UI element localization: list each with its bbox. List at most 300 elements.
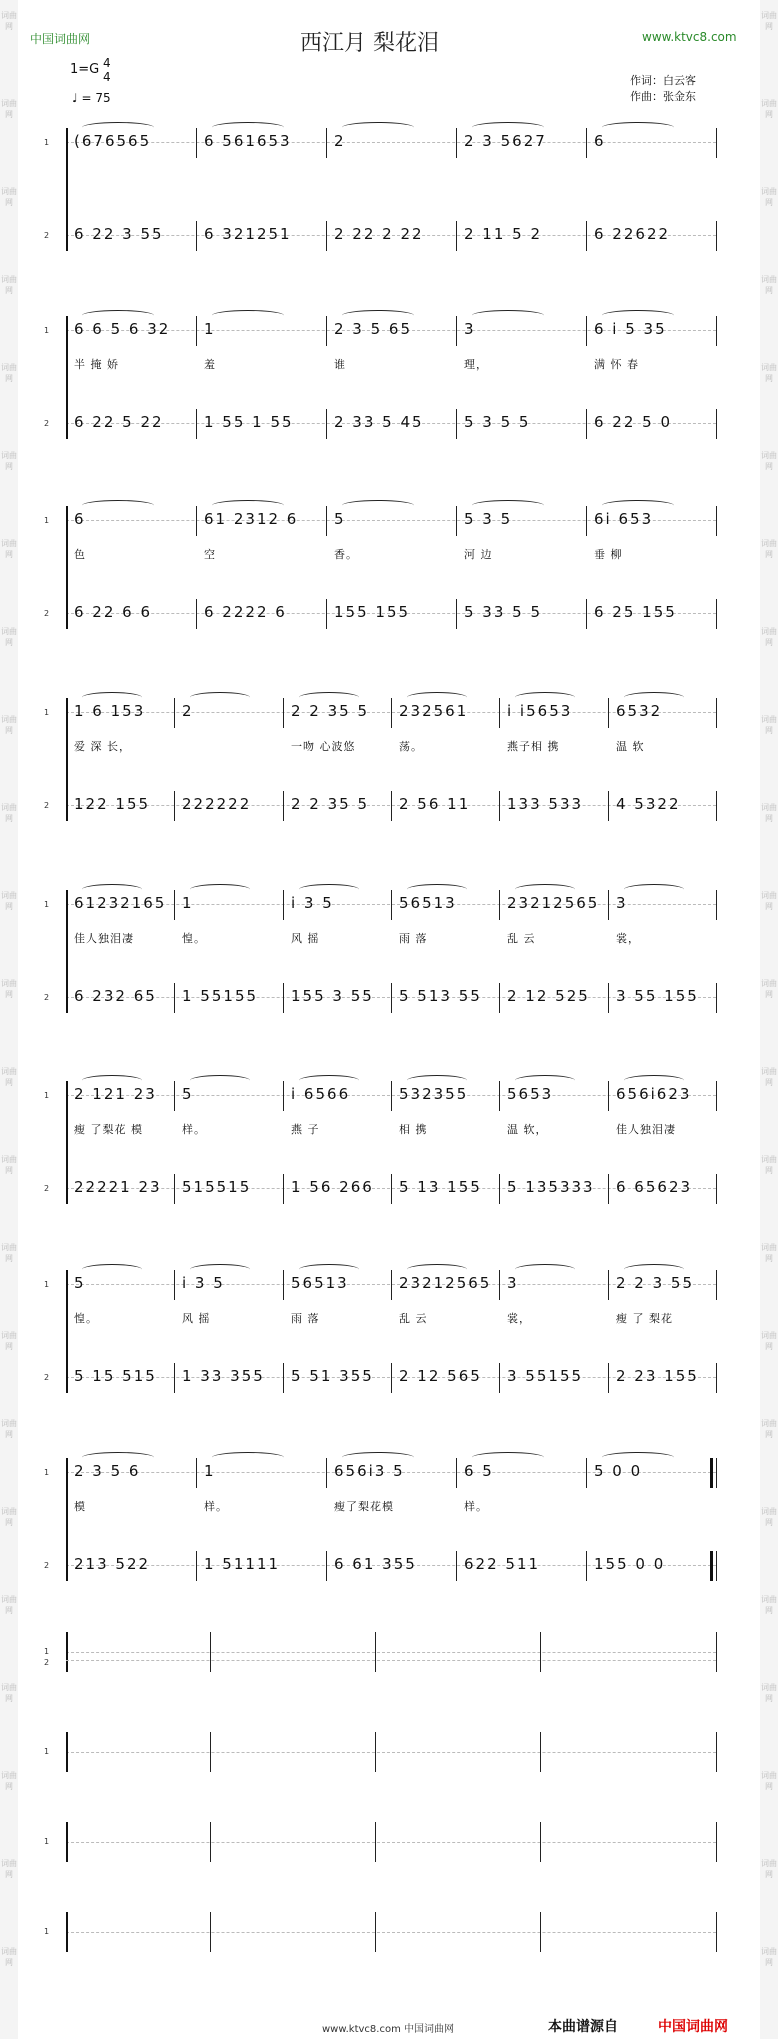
part-label-1: 1 [44,1747,50,1756]
measure-p2: 5 3 5 5 [464,413,531,431]
barline [375,1912,376,1952]
lyric: 垂 柳 [594,548,623,561]
side-watermark: 词曲网 [1,1243,17,1263]
lyric: 样。 [464,1500,488,1513]
measure-p1: 23212565 [399,1274,492,1292]
measure-p2: 5 13 155 [399,1178,482,1196]
system-bracket [66,1270,68,1393]
side-watermark: 词曲网 [761,1243,777,1263]
slur-mark [82,692,142,703]
site-url-right[interactable]: www.ktvc8.com [642,30,737,44]
side-watermark: 词曲网 [1,539,17,559]
side-watermark: 词曲网 [1,979,17,999]
side-watermark: 词曲网 [761,99,777,119]
side-watermark: 词曲网 [1,451,17,471]
measure-p1: 3 [464,320,476,338]
barline-p2 [174,791,175,821]
measure-p2: 155 155 [334,603,411,621]
barline-p1 [283,1081,284,1111]
barline-p1 [326,1458,327,1488]
key-signature: 1=G [70,62,100,77]
slur-mark [515,884,575,895]
measure-p1: 6532 [616,702,663,720]
side-watermark: 词曲网 [761,1507,777,1527]
part-label-1: 1 [44,1927,50,1936]
measure-p1: i 3 5 [291,894,334,912]
measure-p2: 155 0 0 [594,1555,666,1573]
barline-p2 [716,409,717,439]
final-barline [710,1458,713,1488]
side-watermark: 词曲网 [761,363,777,383]
measure-p1: 5 [334,510,346,528]
time-signature [103,56,111,84]
lyric: 惶。 [74,1312,98,1325]
measure-p2: 5 15 515 [74,1367,157,1385]
slur-mark [407,692,467,703]
part-label-2: 2 [44,609,50,618]
part-label-1: 1 [44,1091,50,1100]
side-watermark: 词曲网 [761,1859,777,1879]
barline-p1 [391,1081,392,1111]
side-watermark: 词曲网 [1,1331,17,1351]
side-watermark: 词曲网 [761,275,777,295]
part-label-2: 2 [44,1561,50,1570]
side-watermark: 词曲网 [1,1155,17,1175]
empty-system-bracket [66,1912,68,1952]
slur-mark [515,1264,575,1275]
measure-p2: 6 232 65 [74,987,157,1005]
slur-mark [472,310,544,321]
barline-p1 [283,1270,284,1300]
measure-p1: i i5653 [507,702,573,720]
measure-p2: 3 55 155 [616,987,699,1005]
slur-mark [407,884,467,895]
slur-mark [190,1264,250,1275]
lyric: 爱 深 长， [74,740,131,753]
measure-p2: 6 2222 6 [204,603,287,621]
empty-staff-line [66,1842,716,1843]
barline-p2 [716,599,717,629]
slur-mark [82,1075,142,1086]
slur-mark [624,1075,684,1086]
barline-p2 [391,983,392,1013]
barline-p2 [586,1551,587,1581]
measure-p1: 1 [204,1462,216,1480]
side-watermark: 词曲网 [761,187,777,207]
barline-p1 [716,1458,717,1488]
side-watermark: 词曲网 [761,1419,777,1439]
slur-mark [82,310,154,321]
measure-p2: 1 55 1 55 [204,413,294,431]
barline-p2 [586,221,587,251]
barline-p2 [391,1363,392,1393]
part-label-1: 1 [44,516,50,525]
barline-p1 [456,506,457,536]
side-watermark: 词曲网 [761,1683,777,1703]
measure-p1: 2 [334,132,346,150]
slur-mark [299,1264,359,1275]
song-title: 西江月 梨花泪 [300,31,439,56]
barline-p1 [326,128,327,158]
barline [375,1732,376,1772]
tempo-mark: ♩ = 75 [72,91,111,105]
side-watermark: 词曲网 [1,1067,17,1087]
slur-mark [212,310,284,321]
lyric: 谁 [334,358,346,371]
measure-p2: 133 533 [507,795,584,813]
barline [540,1912,541,1952]
barline [716,1632,717,1672]
measure-p2: 22221 23 [74,1178,162,1196]
barline-p2 [456,1551,457,1581]
lyric: 惶。 [182,932,206,945]
lyric: 河 边 [464,548,493,561]
barline-p1 [716,1270,717,1300]
barline-p2 [174,983,175,1013]
measure-p2: 222222 [182,795,252,813]
barline-p2 [608,1174,609,1204]
barline-p2 [196,1551,197,1581]
barline-p2 [326,1551,327,1581]
barline-p1 [326,506,327,536]
barline-p2 [716,221,717,251]
part-label-1: 1 [44,708,50,717]
measure-p1: 3 [616,894,628,912]
barline-p1 [608,1081,609,1111]
site-name-left[interactable]: 中国词曲网 [30,32,91,46]
barline-p1 [608,1270,609,1300]
measure-p2: 5 33 5 5 [464,603,543,621]
measure-p2: 515515 [182,1178,252,1196]
barline-p2 [608,1363,609,1393]
measure-p1: 6i 653 [594,510,654,528]
slur-mark [407,1075,467,1086]
barline-p1 [196,1458,197,1488]
part-label-1: 1 [44,1837,50,1846]
slur-mark [624,1264,684,1275]
barline-p1 [283,890,284,920]
part-label-2: 2 [44,993,50,1002]
lyric: 瘦 了梨花 模 [74,1123,143,1136]
measure-p1: 6 6 5 6 32 [74,320,171,338]
measure-p1: 6 [74,510,86,528]
barline [716,1822,717,1862]
measure-p2: 2 22 2 22 [334,225,424,243]
lyric: 样。 [182,1123,206,1136]
barline-p1 [716,698,717,728]
barline-p1 [456,128,457,158]
lyric: 燕 子 [291,1123,320,1136]
side-watermark: 词曲网 [761,891,777,911]
lyric: 瘦了梨花模 [334,1500,394,1513]
side-watermark: 词曲网 [761,979,777,999]
empty-staff-line [66,1932,716,1933]
barline [540,1632,541,1672]
side-watermark: 词曲网 [761,1771,777,1791]
lyric: 乱 云 [507,932,536,945]
slur-mark [407,1264,467,1275]
measure-p1: 2 121 23 [74,1085,157,1103]
lyric: 温 软， [507,1123,548,1136]
measure-p1: 532355 [399,1085,469,1103]
barline-p2 [326,221,327,251]
measure-p1: 2 2 35 5 [291,702,370,720]
barline-p2 [326,409,327,439]
side-watermark: 词曲网 [1,187,17,207]
side-watermark: 词曲网 [1,1595,17,1615]
barline-p2 [174,1174,175,1204]
side-watermark: 词曲网 [1,1859,17,1879]
system-bracket [66,1081,68,1204]
barline-p2 [196,599,197,629]
measure-p1: 56513 [399,894,457,912]
system-bracket [66,128,68,251]
barline [210,1822,211,1862]
barline [210,1912,211,1952]
lyric: 荡。 [399,740,423,753]
measure-p1: 5 3 5 [464,510,513,528]
lyric: 风 摇 [182,1312,211,1325]
barline-p1 [174,1081,175,1111]
final-barline [710,1551,713,1581]
side-watermark: 词曲网 [761,539,777,559]
empty-staff-line [66,1652,716,1653]
measure-p2: 5 51 355 [291,1367,374,1385]
measure-p1: 2 3 5 65 [334,320,413,338]
measure-p2: 5 513 55 [399,987,482,1005]
system-bracket [66,1458,68,1581]
side-watermark: 词曲网 [1,1507,17,1527]
part-label-1: 1 [44,1647,50,1656]
measure-p2: 213 522 [74,1555,151,1573]
barline-p2 [283,1174,284,1204]
measure-p1: 6 [594,132,606,150]
barline [375,1822,376,1862]
barline-p2 [391,791,392,821]
side-watermark: 词曲网 [1,715,17,735]
lyric: 羞 [204,358,216,371]
slur-mark [515,692,575,703]
measure-p1: 1 6 153 [74,702,146,720]
measure-p1: 2 2 3 55 [616,1274,695,1292]
lyric: 色 [74,548,86,561]
side-watermark: 词曲网 [761,627,777,647]
lyric: 风 摇 [291,932,320,945]
part-label-1: 1 [44,900,50,909]
measure-p2: 1 33 355 [182,1367,265,1385]
empty-staff-line [66,1752,716,1753]
right-margin-strip [760,0,778,2039]
part-label-1: 1 [44,138,50,147]
side-watermark: 词曲网 [1,275,17,295]
side-watermark: 词曲网 [1,891,17,911]
barline-p2 [586,599,587,629]
barline-p1 [608,890,609,920]
side-watermark: 词曲网 [761,803,777,823]
side-watermark: 词曲网 [1,1419,17,1439]
measure-p1: 656i623 [616,1085,692,1103]
measure-p1: 1 [204,320,216,338]
side-watermark: 词曲网 [1,1947,17,1967]
barline-p1 [716,316,717,346]
barline-p1 [456,316,457,346]
part-label-1: 1 [44,326,50,335]
measure-p1: 2 3 5627 [464,132,547,150]
footer-site[interactable]: www.ktvc8.com 中国词曲网 [322,2024,455,2035]
lyricist-credit: 作词：白云客 [630,74,696,87]
tempo-value: 75 [95,91,111,105]
barline-p2 [499,791,500,821]
lyric: 理， [464,358,488,371]
measure-p2: 2 12 565 [399,1367,482,1385]
barline [540,1732,541,1772]
measure-p1: 2 [182,702,194,720]
barline [375,1632,376,1672]
barline-p1 [174,1270,175,1300]
barline-p2 [326,599,327,629]
measure-p1: 2 3 5 6 [74,1462,141,1480]
barline-p1 [196,316,197,346]
slur-mark [515,1075,575,1086]
slur-mark [602,1452,674,1463]
part-label-1: 1 [44,1280,50,1289]
measure-p1: 5653 [507,1085,554,1103]
barline-p1 [499,1081,500,1111]
barline-p2 [586,409,587,439]
measure-p2: 3 55155 [507,1367,584,1385]
slur-mark [212,1452,284,1463]
measure-p2: 2 23 155 [616,1367,699,1385]
empty-staff-line [66,1660,716,1661]
slur-mark [602,500,674,511]
lyric: 瘦 了 梨花 [616,1312,673,1325]
barline-p1 [586,128,587,158]
measure-p2: 5 135333 [507,1178,595,1196]
barline-p2 [716,1551,717,1581]
slur-mark [190,1075,250,1086]
barline-p2 [283,1363,284,1393]
barline-p2 [608,983,609,1013]
lyric: 一吻 心波悠 [291,740,356,753]
slur-mark [342,310,414,321]
side-watermark: 词曲网 [761,715,777,735]
part-label-2: 2 [44,1658,50,1667]
barline-p2 [283,791,284,821]
measure-p2: 1 55155 [182,987,259,1005]
barline-p1 [499,698,500,728]
measure-p2: 6 321251 [204,225,292,243]
measure-p1: 5 0 0 [594,1462,643,1480]
slur-mark [82,122,154,133]
measure-p2: 6 22 3 55 [74,225,164,243]
slur-mark [212,122,284,133]
slur-mark [624,884,684,895]
barline-p2 [716,791,717,821]
empty-system-bracket [66,1822,68,1862]
measure-p1: (676565 [74,132,152,150]
lyric: 佳人独泪凄 [74,932,134,945]
slur-mark [299,1075,359,1086]
slur-mark [82,884,142,895]
lyric: 温 软 [616,740,645,753]
meter-bottom: 4 [103,70,111,84]
side-watermark: 词曲网 [761,1067,777,1087]
barline-p1 [174,890,175,920]
measure-p2: 6 22622 [594,225,671,243]
barline-p1 [586,1458,587,1488]
barline-p2 [391,1174,392,1204]
lyric: 模 [74,1500,86,1513]
side-watermark: 词曲网 [761,1947,777,1967]
slur-mark [82,500,154,511]
barline-p1 [283,698,284,728]
system-bracket [66,316,68,439]
lyric: 乱 云 [399,1312,428,1325]
barline-p2 [456,409,457,439]
footer-brand[interactable]: 中国词曲网 [658,2019,728,2035]
measure-p1: i 6566 [291,1085,351,1103]
side-watermark: 词曲网 [1,803,17,823]
measure-p2: 2 11 5 2 [464,225,543,243]
barline [210,1732,211,1772]
slur-mark [472,1452,544,1463]
side-watermark: 词曲网 [1,1771,17,1791]
barline-p1 [174,698,175,728]
slur-mark [602,122,674,133]
lyric: 雨 落 [399,932,428,945]
measure-p2: 2 12 525 [507,987,590,1005]
barline-p1 [391,698,392,728]
measure-p1: i 3 5 [182,1274,225,1292]
part-label-2: 2 [44,1373,50,1382]
barline [210,1632,211,1672]
slur-mark [342,1452,414,1463]
measure-p2: 6 22 6 6 [74,603,153,621]
side-watermark: 词曲网 [761,451,777,471]
slur-mark [342,122,414,133]
lyric: 裳， [507,1312,531,1325]
side-watermark: 词曲网 [761,1595,777,1615]
barline-p2 [716,1363,717,1393]
measure-p1: 232561 [399,702,469,720]
lyric: 样。 [204,1500,228,1513]
barline-p1 [608,698,609,728]
measure-p1: 5 [182,1085,194,1103]
barline-p1 [499,890,500,920]
side-watermark: 词曲网 [1,363,17,383]
barline-p2 [499,1174,500,1204]
part-label-2: 2 [44,801,50,810]
slur-mark [299,884,359,895]
slur-mark [472,500,544,511]
measure-p2: 4 5322 [616,795,681,813]
slur-mark [190,692,250,703]
measure-p2: 6 22 5 0 [594,413,673,431]
side-watermark: 词曲网 [1,99,17,119]
barline-p2 [283,983,284,1013]
meter-top: 4 [103,56,111,70]
side-watermark: 词曲网 [1,1683,17,1703]
barline-p1 [716,890,717,920]
measure-p1: 5 [74,1274,86,1292]
lyric: 空 [204,548,216,561]
slur-mark [299,692,359,703]
barline [716,1912,717,1952]
part-label-2: 2 [44,231,50,240]
side-watermark: 词曲网 [1,627,17,647]
barline-p1 [716,1081,717,1111]
side-watermark: 词曲网 [1,11,17,31]
